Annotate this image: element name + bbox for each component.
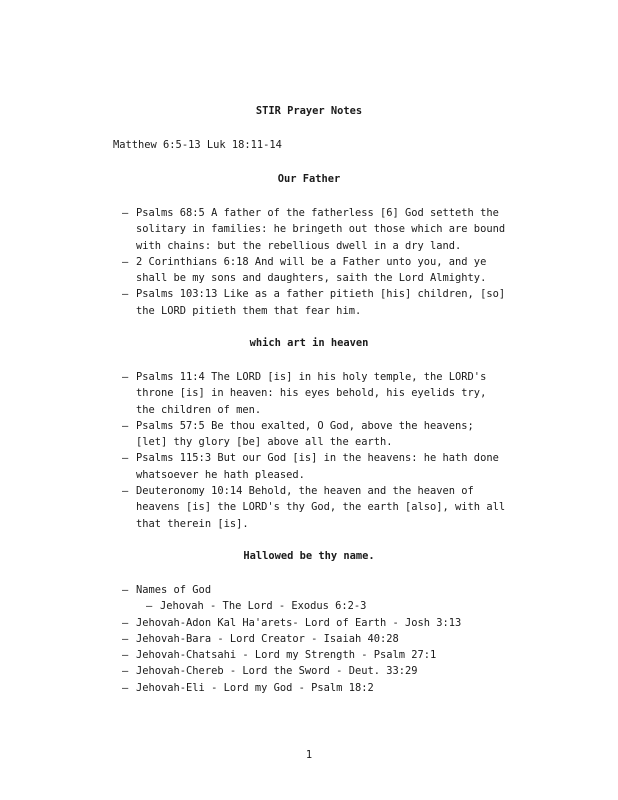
bullet-dash: – (122, 681, 129, 694)
list-item (122, 483, 522, 532)
list-item (122, 615, 522, 631)
list-item (122, 598, 522, 614)
list-item (122, 450, 522, 483)
list-item-text: Jehovah-Chereb - Lord the Sword - Deut. 33:29 (136, 665, 418, 678)
list-item-text: Psalms 103:13 Like as a father pitieth [his] children, [so] the LORD pitieth them that fear him. (136, 288, 506, 317)
list-item-text: Psalms 11:4 The LORD [is] in his holy temple, the LORD's throne [is] in heaven: his eyes behold, his eyelids try, the children of men. (136, 371, 487, 416)
section-heading-which-art-in-heaven: which art in heaven (249, 337, 369, 349)
list-item (122, 254, 522, 287)
section-heading-hallowed-be-thy-name: Hallowed be thy name. (243, 550, 375, 562)
list-item-text: Psalms 57:5 Be thou exalted, O God, above the heavens; [let] thy glory [be] above all the earth. (136, 419, 474, 449)
list-item-text: Jehovah-Bara - Lord Creator - Isaiah 40:28 (136, 632, 399, 645)
list-item-text: Psalms 68:5 A father of the fatherless [6] God setteth the solitary in families: he bringeth out those which are bound with chains: but the rebellious dwell in a dry land. (136, 207, 506, 252)
bullet-dash: – (122, 371, 129, 383)
page-number: 1 (305, 749, 313, 761)
list-item-text: Jehovah-Chatsahi - Lord my Strength - Psalm 27:1 (136, 649, 437, 662)
bullet-dash: – (122, 584, 129, 596)
list-item-text: 2 Corinthians 6:18 And will be a Father unto you, and ye shall be my sons and daughters, saith the Lord Almighty. (136, 255, 487, 285)
list-item-text: Jehovah - The Lord - Exodus 6:2-3 (160, 600, 367, 613)
bullet-dash: – (122, 419, 129, 432)
bullet-dash: – (122, 485, 129, 498)
section-list-which-art-in-heaven (122, 369, 522, 532)
bullet-dash: – (122, 255, 129, 268)
list-item (122, 631, 522, 647)
list-item (122, 647, 522, 663)
list-item (122, 286, 522, 319)
list-item (122, 369, 522, 418)
document-title: STIR Prayer Notes (255, 105, 363, 117)
section-heading-our-father: Our Father (277, 173, 341, 185)
list-item (122, 418, 522, 451)
list-item-text: Psalms 115:3 But our God [is] in the heavens: he hath done whatsoever he hath pleased. (136, 452, 499, 481)
bullet-dash: – (122, 616, 129, 629)
bullet-dash: – (122, 632, 129, 645)
section-list-hallowed-be-thy-name (122, 582, 522, 696)
list-item-text: Jehovah-Adon Kal Ha'arets- Lord of Earth - Josh 3:13 (136, 616, 462, 629)
section-list-our-father (122, 205, 522, 319)
list-item-text: Jehovah-Eli - Lord my God - Psalm 18:2 (136, 681, 374, 694)
list-item-text: Names of God (136, 584, 212, 596)
list-item (122, 680, 522, 696)
list-item (122, 663, 522, 679)
scripture-reference: Matthew 6:5-13 Luk 18:11-14 (113, 139, 282, 151)
list-item-text: Deuteronomy 10:14 Behold, the heaven and the heaven of heavens [is] the LORD's thy God, the earth [also], with all that therein [is]. (136, 485, 506, 530)
bullet-dash: – (122, 288, 129, 301)
list-item (122, 205, 522, 254)
bullet-dash: – (122, 207, 129, 219)
bullet-dash: – (146, 600, 153, 613)
bullet-dash: – (122, 452, 129, 465)
bullet-dash: – (122, 649, 129, 662)
bullet-dash: – (122, 665, 129, 678)
list-item (122, 582, 522, 598)
